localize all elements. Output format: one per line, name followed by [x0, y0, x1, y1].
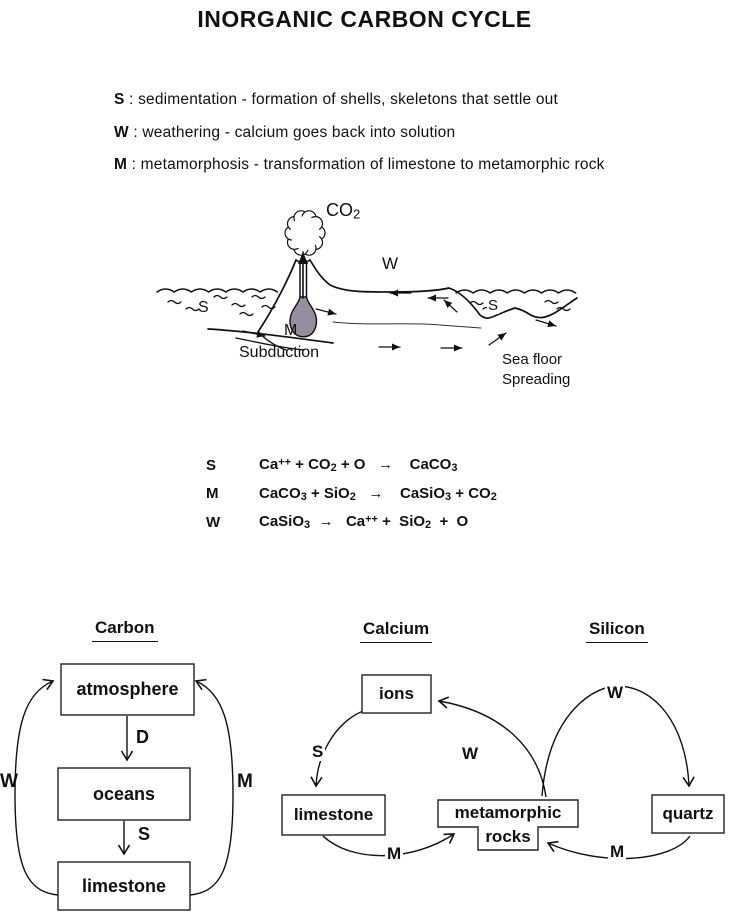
definition-metamorphosis: M : metamorphosis - transformation of limestone to metamorphic rock: [114, 156, 605, 173]
page-title: INORGANIC CARBON CYCLE: [197, 6, 532, 32]
calcium-arrow-w-label: W: [462, 744, 479, 763]
subduction-label: Subduction: [239, 344, 320, 361]
calcium-limestone-label: limestone: [293, 805, 374, 824]
calcium-arrow-w: [439, 701, 546, 797]
equations-block: [206, 451, 497, 537]
eruption-cloud-icon: [285, 211, 325, 255]
co2-label: CO2: [326, 200, 361, 222]
carbon-cycle-title: Carbon: [92, 618, 158, 642]
silicon-arrow-m-label: M: [610, 842, 625, 861]
right-ocean-waves: [456, 290, 576, 293]
subsurface-line: [333, 322, 481, 328]
ions-label: ions: [379, 684, 414, 703]
land-surface: [310, 260, 577, 318]
equation-metamorphosis: M CaCO3 + SiO2 → CaSiO3 + CO2: [206, 484, 497, 503]
limestone-label: limestone: [81, 875, 167, 896]
calcium-arrow-m-label: M: [387, 844, 402, 863]
volcano-illustration: [157, 211, 577, 350]
sediment-letter-left: S: [198, 299, 209, 316]
definition-sedimentation: S : sedimentation - formation of shells, skeletons that settle out: [114, 91, 558, 108]
metamorphic-label: metamorphic: [454, 803, 562, 822]
calcium-arrow-s-label: S: [312, 742, 324, 761]
calcium-cycle-title: Calcium: [360, 619, 432, 643]
carbon-arrow-w: [15, 681, 58, 895]
carbon-arrow-m-label: M: [237, 771, 253, 792]
quartz-label: quartz: [662, 804, 714, 823]
definition-weathering: W : weathering - calcium goes back into solution: [114, 123, 456, 141]
oceans-label: oceans: [92, 783, 156, 804]
atmosphere-label: atmosphere: [76, 679, 179, 699]
left-water-ripples: [168, 296, 275, 316]
metamorphosis-letter: M: [284, 322, 298, 339]
silicon-arrow-w: [542, 683, 689, 796]
carbon-arrow-s-label: S: [138, 824, 151, 844]
silicon-cycle-title: Silicon: [586, 619, 648, 643]
weathering-letter: W: [382, 254, 399, 273]
equation-sedimentation: S Ca++ + CO2 + O → CaCO3: [206, 456, 458, 475]
left-ocean-waves: [157, 289, 277, 292]
seafloor-spreading-label: Sea floor Spreading: [502, 351, 571, 388]
equation-weathering: W CaSiO3 → Ca++ + SiO2 + O: [206, 513, 469, 532]
definitions-list: [114, 84, 605, 182]
silicon-arrow-w-label: W: [607, 683, 624, 702]
carbon-arrow-w-label: W: [0, 771, 18, 792]
carbon-arrow-m: [190, 681, 233, 895]
sediment-letter-right: S: [488, 297, 499, 314]
carbon-arrow-d-label: D: [136, 727, 149, 747]
rocks-label: rocks: [485, 827, 531, 846]
